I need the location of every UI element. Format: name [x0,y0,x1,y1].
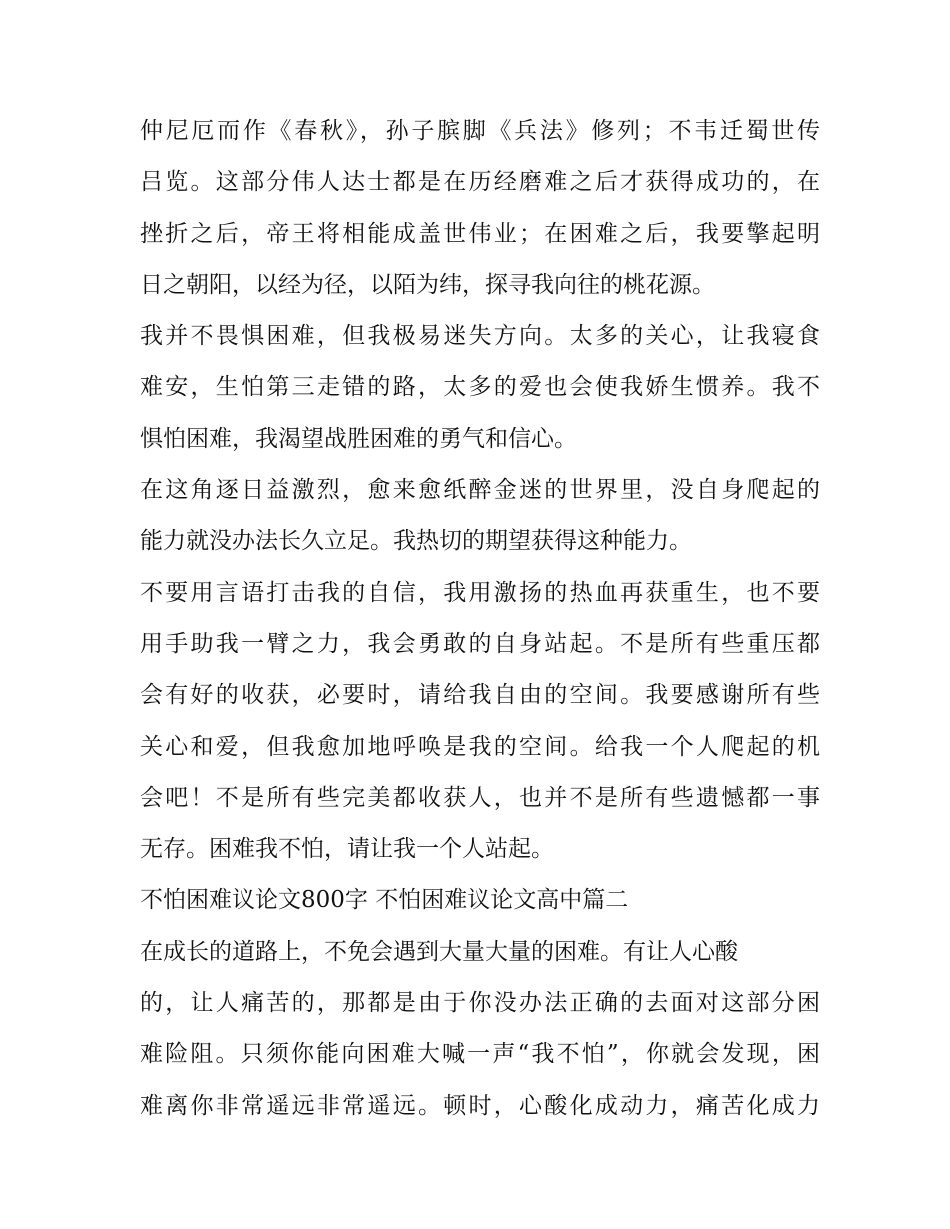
text-line: 惧怕困难，我渴望战胜困难的勇气和信心。 [140,425,577,452]
text-line: 关心和爱，但我愈加地呼唤是我的空间。给我一个人爬起的机 [140,733,820,760]
text-line: 我并不畏惧困难，但我极易迷失方向。太多的关心，让我寝食 [140,323,820,350]
text-line: 难离你非常遥远非常遥远。顿时，心酸化成动力，痛苦化成力 [140,1092,820,1119]
text-line: 用手助我一臂之力，我会勇敢的自身站起。不是所有些重压都 [140,630,820,657]
text-line: 不要用言语打击我的自信，我用激扬的热血再获重生，也不要 [140,579,820,606]
text-line: 会有好的收获，必要时，请给我自由的空间。我要感谢所有些 [140,682,820,709]
text-line: 的，让人痛苦的，那都是由于你没办法正确的去面对这部分困 [140,990,820,1017]
essay-text-block [140,106,820,1132]
text-line: 能力就没办法长久立足。我热切的期望获得这种能力。 [140,528,692,555]
text-line: 仲尼厄而作《春秋》，孙子膑脚《兵法》修列；不韦迁蜀世传 [140,118,820,144]
text-line: 无存。困难我不怕，请让我一个人站起。 [140,836,554,863]
text-line: 日之朝阳，以经为径，以陌为纬，探寻我向往的桃花源。 [140,271,715,298]
text-line: 挫折之后，帝王将相能成盖世伟业；在困难之后，我要擎起明 [140,220,820,247]
text-line: 不怕困难议论文800字 不怕困难议论文高中篇二 [140,887,629,914]
text-line: 在成长的道路上，不免会遇到大量大量的困难。有让人心酸 [140,938,738,965]
text-line: 会吧！不是所有些完美都收获人，也并不是所有些遗憾都一事 [140,784,820,811]
text-line: 在这角逐日益激烈，愈来愈纸醉金迷的世界里，没自身爬起的 [140,477,820,504]
text-line: 难安，生怕第三走错的路，太多的爱也会使我娇生惯养。我不 [140,374,820,401]
text-line: 吕览。这部分伟人达士都是在历经磨难之后才获得成功的，在 [140,169,820,196]
text-line: 难险阻。只须你能向困难大喊一声“我不怕”，你就会发现，困 [140,1041,820,1068]
